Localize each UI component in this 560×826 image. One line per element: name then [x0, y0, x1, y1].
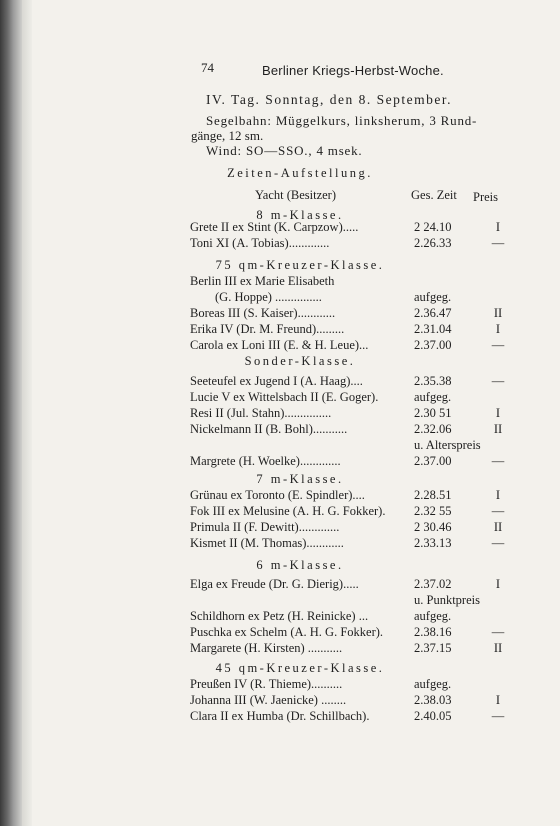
table-row	[0, 406, 540, 421]
total-time: 2.30 51	[414, 406, 452, 420]
yacht-name: Fok III ex Melusine (A. H. G. Fokker).	[190, 504, 386, 518]
yacht-name: Puschka ex Schelm (A. H. G. Fokker).	[190, 625, 384, 639]
yacht-name: Preußen IV (R. Thieme)..........	[190, 677, 343, 691]
prize: —	[491, 625, 505, 639]
yacht-name: Seeteufel ex Jugend I (A. Haag)....	[190, 374, 363, 388]
page-number: 74	[201, 60, 214, 75]
prize: —	[491, 709, 505, 723]
section-title: 6 m-Klasse.	[256, 558, 344, 572]
table-row	[0, 236, 540, 251]
yacht-name: Resi II (Jul. Stahn)...............	[190, 406, 332, 420]
total-time: u. Punktpreis	[414, 593, 480, 607]
running-title: Berliner Kriegs-Herbst-Woche.	[262, 63, 444, 78]
yacht-name: Grünau ex Toronto (E. Spindler)....	[190, 488, 365, 502]
total-time: aufgeg.	[414, 290, 452, 304]
prize: —	[491, 374, 505, 388]
table-row	[0, 488, 540, 503]
table-row	[0, 536, 540, 551]
table-row	[0, 593, 540, 608]
prize: I	[495, 577, 501, 591]
prize: II	[493, 306, 503, 320]
total-time: 2.26.33	[414, 236, 452, 250]
prize: II	[493, 520, 503, 534]
yacht-name: Lucie V ex Wittelsbach II (E. Goger).	[190, 390, 379, 404]
table-row	[0, 438, 540, 453]
total-time: 2.37.00	[414, 454, 452, 468]
section-title: 7 m-Klasse.	[256, 472, 344, 486]
wind-line: Wind: SO—SSO., 4 msek.	[206, 143, 363, 158]
table-row	[0, 322, 540, 337]
yacht-name: Boreas III (S. Kaiser)............	[190, 306, 336, 320]
table-row	[0, 520, 540, 535]
table-row	[0, 454, 540, 469]
yacht-name: Toni XI (A. Tobias).............	[190, 236, 330, 250]
total-time: 2.28.51	[414, 488, 452, 502]
prize: II	[493, 422, 503, 436]
table-row	[0, 422, 540, 437]
prize: II	[493, 641, 503, 655]
table-row	[0, 677, 540, 692]
yacht-name: Berlin III ex Marie Elisabeth	[190, 274, 335, 288]
total-time: 2.32 55	[414, 504, 452, 518]
table-row	[0, 709, 540, 724]
table-row	[0, 625, 540, 640]
table-row	[0, 693, 540, 708]
section-title: 75 qm-Kreuzer-Klasse.	[215, 258, 385, 272]
prize: I	[495, 322, 501, 336]
total-time: 2.40.05	[414, 709, 452, 723]
day-line: IV. Tag. Sonntag, den 8. September.	[206, 92, 453, 107]
yacht-name: Grete II ex Stint (K. Carpzow).....	[190, 220, 359, 234]
total-time: u. Alterspreis	[414, 438, 481, 452]
prize: —	[491, 236, 505, 250]
total-time: 2.33.13	[414, 536, 452, 550]
section-title: 45 qm-Kreuzer-Klasse.	[215, 661, 385, 675]
yacht-name: Nickelmann II (B. Bohl)...........	[190, 422, 348, 436]
table-row	[0, 338, 540, 353]
yacht-name: Margrete (H. Woelke).............	[190, 454, 341, 468]
total-time: aufgeg.	[414, 609, 452, 623]
table-row	[0, 390, 540, 405]
yacht-name: Johanna III (W. Jaenicke) ........	[190, 693, 347, 707]
table-row	[0, 641, 540, 656]
yacht-name: Margarete (H. Kirsten) ...........	[190, 641, 343, 655]
table-row	[0, 504, 540, 519]
course-line-1: Segelbahn: Müggelkurs, linksherum, 3 Rund-	[206, 113, 478, 128]
total-time: aufgeg.	[414, 677, 452, 691]
section-title: 8 m-Klasse.	[256, 208, 344, 222]
table-row	[0, 577, 540, 592]
table-row	[0, 374, 540, 389]
yacht-name: Primula II (F. Dewitt).............	[190, 520, 340, 534]
total-time: 2.32.06	[414, 422, 452, 436]
yacht-name: Erika IV (Dr. M. Freund).........	[190, 322, 345, 336]
total-time: 2.37.15	[414, 641, 452, 655]
prize: —	[491, 504, 505, 518]
total-time: 2 30.46	[414, 520, 452, 534]
total-time: 2.36.47	[414, 306, 452, 320]
section-title: Sonder-Klasse.	[244, 354, 356, 368]
total-time: 2.38.16	[414, 625, 452, 639]
yacht-name: (G. Hoppe) ...............	[190, 290, 322, 304]
table-row	[0, 274, 540, 289]
table-row	[0, 220, 540, 235]
prize: —	[491, 338, 505, 352]
prize: —	[491, 536, 505, 550]
total-time: 2.37.02	[414, 577, 452, 591]
prize: —	[491, 454, 505, 468]
total-time: aufgeg.	[414, 390, 452, 404]
total-time: 2.35.38	[414, 374, 452, 388]
table-row	[0, 290, 540, 305]
yacht-name: Elga ex Freude (Dr. G. Dierig).....	[190, 577, 359, 591]
column-header-prize: Preis	[473, 190, 498, 204]
prize: I	[495, 693, 501, 707]
table-row	[0, 306, 540, 321]
course-line-2: gänge, 12 sm.	[191, 128, 264, 143]
column-header-yacht: Yacht (Besitzer)	[255, 188, 336, 202]
yacht-name: Schildhorn ex Petz (H. Reinicke) ...	[190, 609, 369, 623]
prize: I	[495, 488, 501, 502]
table-title: Zeiten-Aufstellung.	[227, 166, 373, 180]
total-time: 2 24.10	[414, 220, 452, 234]
prize: I	[495, 220, 501, 234]
yacht-name: Clara II ex Humba (Dr. Schillbach).	[190, 709, 370, 723]
total-time: 2.37.00	[414, 338, 452, 352]
prize: I	[495, 406, 501, 420]
table-row	[0, 609, 540, 624]
yacht-name: Carola ex Loni III (E. & H. Leue)...	[190, 338, 369, 352]
column-header-time: Ges. Zeit	[411, 188, 457, 202]
total-time: 2.38.03	[414, 693, 452, 707]
yacht-name: Kismet II (M. Thomas)............	[190, 536, 344, 550]
total-time: 2.31.04	[414, 322, 452, 336]
